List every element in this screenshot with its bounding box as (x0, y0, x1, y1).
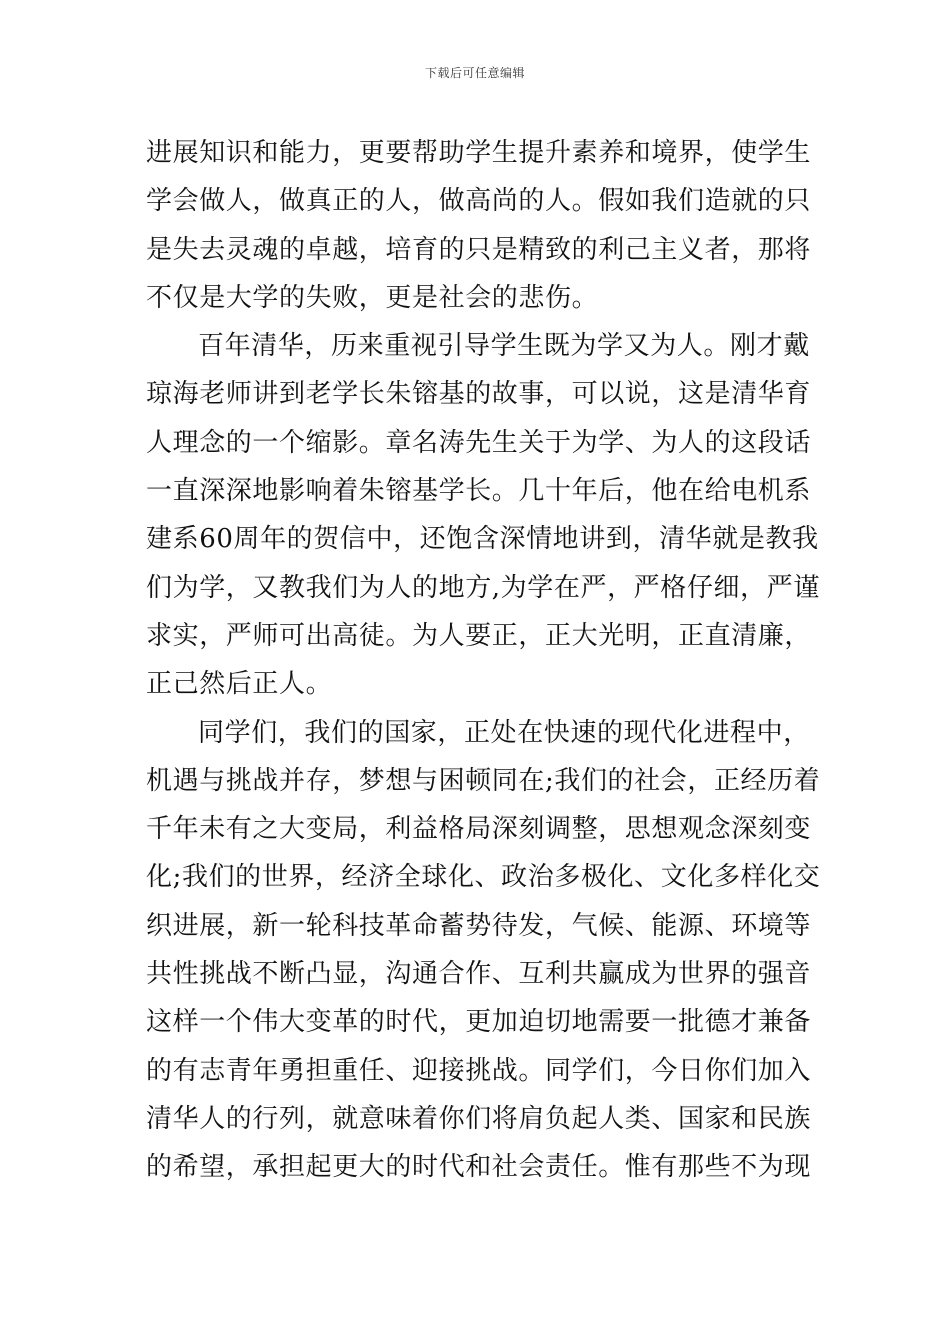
text-line: 琼海老师讲到老学长朱镕基的故事，可以说，这是清华育 (146, 379, 812, 410)
text-line: 千年未有之大变局，利益格局深刻调整，思想观念深刻变 (146, 814, 812, 845)
text-line: 这样一个伟大变革的时代，更加迫切地需要一批德才兼备 (146, 1007, 812, 1038)
text-line: 共性挑战不断凸显，沟通合作、互利共赢成为世界的强音 (146, 959, 812, 990)
text-line: 学会做人，做真正的人，做高尚的人。假如我们造就的只 (146, 186, 812, 217)
text-line: 机遇与挑战并存，梦想与困顿同在;我们的社会，正经历着 (146, 765, 821, 796)
text-line: 织进展，新一轮科技革命蓄势待发，气候、能源、环境等 (146, 910, 812, 941)
text-line: 清华人的行列，就意味着你们将肩负起人类、国家和民族 (146, 1103, 812, 1134)
text-line: 不仅是大学的失败，更是社会的悲伤。 (146, 282, 599, 313)
text-line: 们为学，又教我们为人的地方,为学在严，严格仔细，严谨 (146, 572, 820, 603)
text-line: 进展知识和能力，更要帮助学生提升素养和境界，使学生 (146, 138, 812, 168)
text-line: 的希望，承担起更大的时代和社会责任。惟有那些不为现 (146, 1152, 812, 1183)
text-line: 同学们，我们的国家，正处在快速的现代化进程中， (198, 717, 810, 748)
text-line: 人理念的一个缩影。章名涛先生关于为学、为人的这段话 (146, 427, 812, 458)
page-header-note: 下载后可任意编辑 (424, 66, 525, 80)
text-line: 的有志青年勇担重任、迎接挑战。同学们，今日你们加入 (146, 1055, 812, 1086)
paragraph-1 (146, 129, 810, 322)
paragraph-2 (146, 322, 820, 708)
document-body (146, 129, 821, 1192)
text-line: 化;我们的世界，经济全球化、政治多极化、文化多样化交 (146, 862, 821, 893)
text-line: 一直深深地影响着朱镕基学长。几十年后，他在给电机系 (146, 476, 812, 507)
paragraph-3 (146, 709, 821, 1192)
text-line: 建系60周年的贺信中，还饱含深情地讲到，清华就是教我 (146, 524, 819, 555)
text-line: 正己然后正人。 (146, 669, 333, 700)
text-line: 百年清华，历来重视引导学生既为学又为人。刚才戴 (198, 331, 810, 362)
text-line: 求实，严师可出高徒。为人要正，正大光明，正直清廉， (146, 620, 812, 651)
text-line: 是失去灵魂的卓越，培育的只是精致的利己主义者，那将 (146, 234, 812, 265)
